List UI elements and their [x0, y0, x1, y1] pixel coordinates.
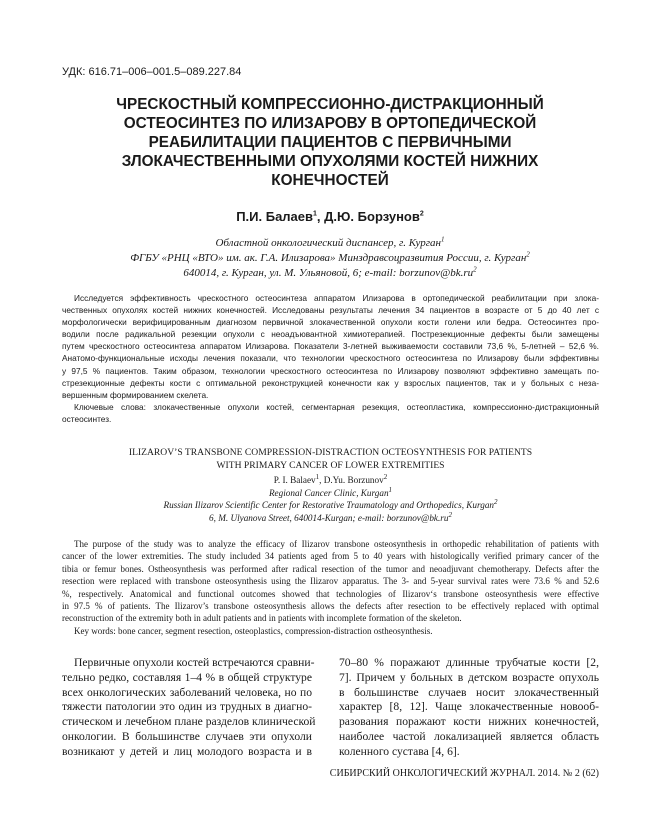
body-line: в большинстве случаев носит злокачественный [339, 685, 599, 699]
en-affiliation-line: Regional Cancer Clinic, Kurgan$^1$ [268, 485, 393, 498]
affiliation-line: Областной онкологический диспансер, г. Курган$^1$ [215, 235, 445, 249]
body-line: 7]. Причем у больных в детском возрасте опухоль [339, 670, 599, 684]
body-line: разования поражают кости нижних конечностей, [339, 715, 599, 729]
en-authors: P. I. Balaev$^1$, D.Yu. Borzunov$^2$ [273, 472, 388, 485]
abstract-line: Исследуется эффективность чрескостного остеосинтеза аппаратом Илизарова в ортопедической реабилитации при злока- [74, 293, 599, 303]
author-2-sup: 2 [419, 210, 424, 218]
author-2: Д.Ю. Борзунов [324, 209, 420, 224]
abstract-en-line: resection were replaced with transbone osteosynthesis using the Ilizarov apparatus. The 3- and 5-year survival rates were 73.6 % and 52.6 [62, 576, 599, 587]
body-line: возникают у детей и лиц молодого возраста и в [62, 744, 312, 758]
body-line: онкологии. В большинстве случаев эти опухоли [62, 729, 312, 743]
body-line: стическом и лечебном плане разделов клинической [62, 715, 316, 729]
body-line: коленного сустава [4, 6]. [339, 744, 460, 758]
abstract-line: водили после радикальной резекции опухоли с неоадъювантной химиотерапией. Пострезекционные дефекты были замещены [62, 329, 599, 340]
abstract-line: у 97,5 % пациентов. Таким образом, технологии чрескостного остеосинтеза по Илизарову позволяют эффективно замещать по- [62, 365, 599, 376]
author-1: П.И. Балаев [236, 209, 314, 224]
en-affiliation-line: Russian Ilizarov Scientific Center for Restorative Traumatology and Orthopedics, Kurgan$^2$ [163, 498, 498, 511]
abstract-ru [62, 292, 599, 425]
abstract-en [62, 538, 599, 637]
abstract-en-line: in 97.5 % of patients. The Ilizarov’s transbone osteosynthesis allows the defects after resection to be effectively replaced with optimal [62, 601, 599, 612]
body-line: Первичные опухоли костей встречаются сравни- [74, 656, 315, 669]
body-column-left [62, 656, 316, 760]
abstract-en-line: tibia or femur bones. Ostheosynthesis was performed after radical resection of the tumor and neoadjuvant chemotherapy. Defects after the [62, 563, 599, 574]
body-line: всех онкологических заболеваний человека, но по [62, 685, 312, 699]
title-line: ЧРЕСКОСТНЫЙ КОМПРЕССИОННО-ДИСТРАКЦИОННЫЙ [116, 96, 544, 113]
body-line: характер [8, 12]. Чаще злокачественные новооб- [339, 700, 599, 714]
abstract-line: стрезекционные дефекты кости с оптимальной реконструкцией конечности как у взрослых пациентов, так и у больных с неза- [62, 377, 599, 388]
authors [70, 209, 590, 224]
keywords-en: Key words: bone cancer, segment resection, osteoplastics, compression-distraction ostheosynthesis. [74, 625, 433, 636]
abstract-line: Анатомо-функциональные исходы лечения показали, что технологии чрескостного остеосинтеза по Илизарову были эффективны [62, 353, 599, 364]
abstract-en-line: reconstruction of the extremity both in adult patients and in patients with incomplete formation of the skeleton. [62, 613, 462, 624]
keywords-ru: Ключевые слова: злокачественные опухоли костей, сегментарная резекция, остеопластика, компрессионно-дистракционный [74, 401, 599, 412]
affiliation-line: ФГБУ «РНЦ «ВТО» им. ак. Г.А. Илизарова» Минздравсоцразвития России, г. Курган$^2$ [130, 250, 530, 264]
body-line: 70–80 % поражают длинные трубчатые кости [2, [339, 656, 599, 669]
title-line: РЕАБИЛИТАЦИИ ПАЦИЕНТОВ С ПЕРВИЧНЫМИ [148, 134, 512, 151]
author-1-sup: 1 [313, 210, 317, 218]
udc-code: УДК: 616.71–006–001.5–089.227.84 [62, 66, 242, 78]
keywords-ru: остеосинтез. [62, 413, 112, 424]
en-affiliation-line: 6, M. Ulyanova Street, 640014-Kurgan; e-mail: $borzunov@bk.ru^2$ [209, 510, 452, 523]
affiliations [60, 236, 600, 281]
en-title-line: WITH PRIMARY CANCER OF LOWER EXTREMITIES [216, 460, 445, 471]
abstract-line: вершенным формированием скелета. [62, 389, 209, 400]
journal-footer: СИБИРСКИЙ ОНКОЛОГИЧЕСКИЙ ЖУРНАЛ. 2014. № 2 (62) [329, 768, 599, 779]
abstract-en-line: cancer of the lower extremities. The study included 34 patients aged from 5 to 40 years with histologically verified primary cancer of the [62, 551, 599, 562]
body-line: наиболее частой локализацией является область [339, 729, 599, 743]
body-line: тельно редко, составляя 1–4 % в общей структуре [62, 670, 312, 684]
abstract-line: путем чрескостного остеосинтеза аппаратом Илизарова. Показатели 3-летней выживаемости составили 73,6 %, 5-летней – 52,6 %. [62, 341, 599, 352]
abstract-en-line: The purpose of the study was to analyze the efficacy of Ilizarov transbone osteosynthesis in orthopedic rehabilitation of patients with [74, 539, 599, 549]
body-line: тяжести патологии это один из трудных в диагно- [62, 700, 312, 714]
body-column-right [339, 656, 599, 760]
title-line: КОНЕЧНОСТЕЙ [271, 172, 389, 189]
en-title [62, 446, 599, 472]
abstract-en-line: %, respectively. Anatomical and functional outcomes showed that technologies of Ilizarov‘s transbone osteosynthesis were effective [62, 588, 599, 599]
title-line: ЗЛОКАЧЕСТВЕННЫМИ ОПУХОЛЯМИ КОСТЕЙ НИЖНИХ [121, 153, 539, 170]
author-sep: , [316, 209, 325, 224]
article-title [70, 95, 590, 190]
en-header [62, 474, 599, 524]
en-title-line: ILIZAROV’S TRANSBONE COMPRESSION-DISTRACTION OCTEOSYNTHESIS FOR PATIENTS [128, 447, 533, 458]
abstract-line: морфологически верифицированным диагнозом первичной злокачественной опухоли кости голени или бедра. Остеосинтез про- [62, 317, 599, 328]
affiliation-line: 640014, г. Курган, ул. М. Ульяновой, 6; e-mail: $borzunov@bk.ru^2$ [183, 265, 477, 279]
title-line: ОСТЕОСИНТЕЗ ПО ИЛИЗАРОВУ В ОРТОПЕДИЧЕСКОЙ [123, 115, 537, 132]
abstract-line: чественных опухолях костей нижних конечностей. Исследованы результаты лечения 34 пациентов в возрасте от 5 до 40 лет с [62, 305, 599, 316]
